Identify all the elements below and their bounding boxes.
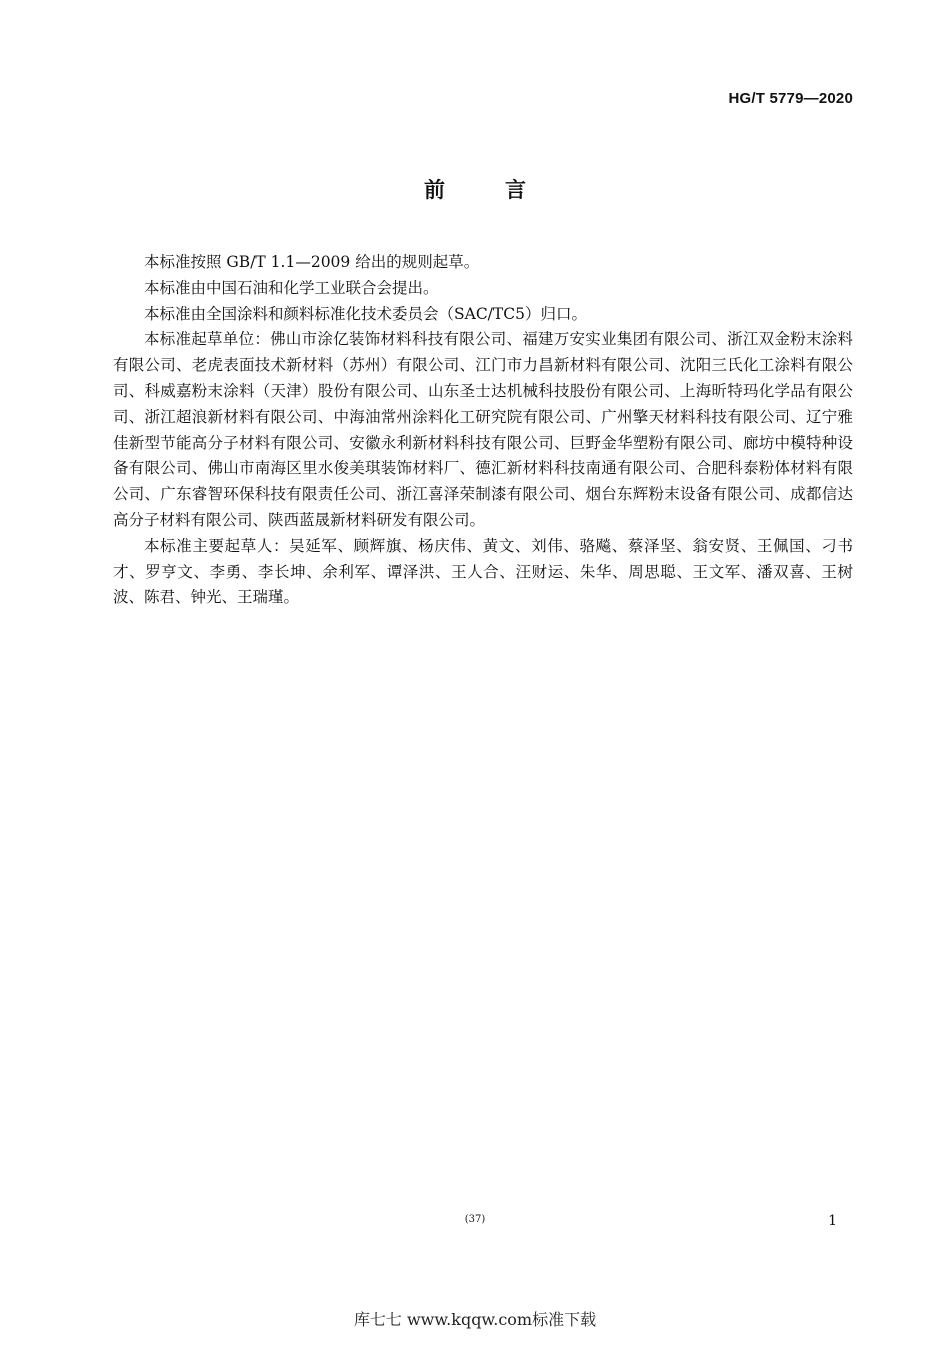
watermark-text: 库七七 www.kqqw.com标准下载 [353, 1310, 597, 1329]
standard-code: HG/T 5779—2020 [728, 90, 853, 107]
page-title: 前言 [424, 178, 586, 202]
paragraph-drafters: 本标准主要起草人：吴延军、顾辉旗、杨庆伟、黄文、刘伟、骆飚、蔡泽坚、翁安贤、王佩国、刁书才、罗亨文、李勇、李长坤、余利军、谭泽洪、王人合、汪财运、朱华、周思聪、王文军、潘双喜、王树波、陈君、钟光、王瑞瑾。 [113, 536, 853, 607]
page-number-center: (37) [464, 1214, 486, 1225]
foreword-body [113, 250, 853, 611]
paragraph-proposer: 本标准由中国石油和化学工业联合会提出。 [144, 278, 439, 297]
paragraph-drafting-rules: 本标准按照 GB/T 1.1—2009 给出的规则起草。 [144, 253, 480, 271]
page-number-right: 1 [828, 1213, 837, 1229]
paragraph-drafting-units: 本标准起草单位：佛山市涂亿装饰材料科技有限公司、福建万安实业集团有限公司、浙江双金粉末涂料有限公司、老虎表面技术新材料（苏州）有限公司、江门市力昌新材料有限公司、沈阳三氏化工涂料有限公司、科威嘉粉末涂料（天津）股份有限公司、山东圣士达机械科技股份有限公司、上海昕特玛化学品有限公司、浙江超浪新材料有限公司、中海油常州涂料化工研究院有限公司、广州擎天材料科技有限公司、辽宁雅佳新型节能高分子材料有限公司、安徽永利新材料科技有限公司、巨野金华塑粉有限公司、廊坊中模特种设备有限公司、佛山市南海区里水俊美琪装饰材料厂、德汇新材料科技南通有限公司、合肥科泰粉体材料有限公司、广东睿智环保科技有限责任公司、浙江喜泽荣制漆有限公司、烟台东辉粉末设备有限公司、成都信达高分子材料有限公司、陕西蓝晟新材料研发有限公司。 [113, 330, 853, 529]
paragraph-committee: 本标准由全国涂料和颜料标准化技术委员会（SAC/TC5）归口。 [144, 304, 587, 323]
